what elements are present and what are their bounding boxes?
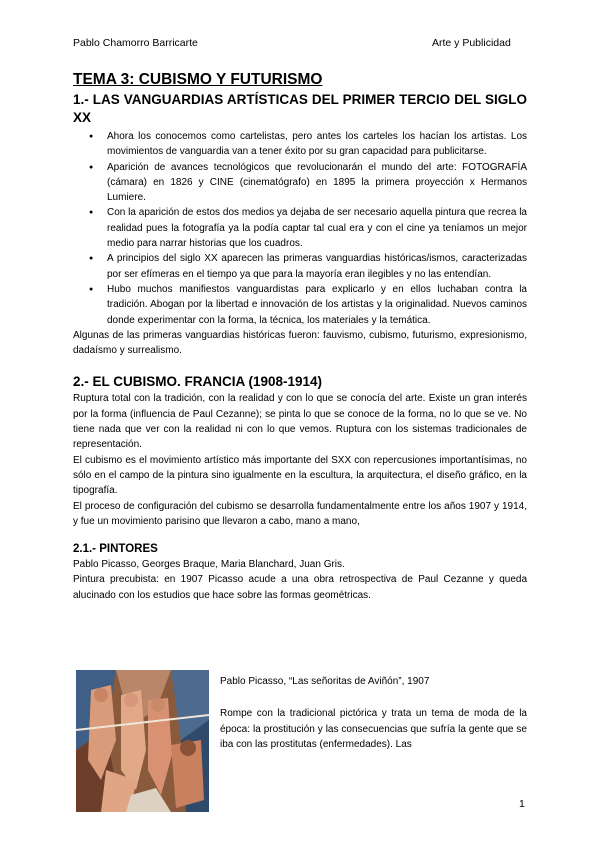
- section1-closing: Algunas de las primeras vanguardias históricas fueron: fauvismo, cubismo, futurismo, expresionismo, dadaísmo y surrealismo.: [73, 329, 527, 357]
- page-number: 1: [519, 798, 525, 810]
- page-content: [73, 70, 527, 750]
- section21-painters: Pablo Picasso, Georges Braque, Maria Blanchard, Juan Gris.: [73, 559, 345, 571]
- section2-paragraph-1: Ruptura total con la tradición, con la realidad y con lo que se conocía del arte. Existe un gran interés por la forma (influencia de Paul Cezanne); se pinta lo que se conoce de la forma, no lo que se ve. No tiene nada que ver con la realidad ni con lo que vemos. Ruptura con los sistemas tradicionales de representación.: [73, 393, 527, 451]
- section21-heading: 2.1.- PINTORES: [73, 543, 158, 556]
- list-item: ● Hubo muchos manifiestos vanguardistas para explicarlo y en ellos luchaban contra la tradición. Abogan por la libertad e innovación de los artistas y la originalidad. Nuevos caminos donde experimentar con la forma, la técnica, los materiales y la temática.: [107, 282, 527, 328]
- figure-text-block: [220, 674, 527, 752]
- section2-heading: 2.- EL CUBISMO. FRANCIA (1908-1914): [73, 374, 323, 390]
- header-subject: Arte y Publicidad: [432, 37, 511, 49]
- section2-paragraph-3: El proceso de configuración del cubismo se desarrolla fundamentalmente entre los años 1907 y 1914, y fue un movimiento parisino que llevaron a cabo, mano a mano,: [73, 500, 527, 527]
- list-item: ● Ahora los conocemos como cartelistas, pero antes los carteles los hacían los artistas. Los movimientos de vanguardia van a tener éxito por su gran capacidad para publicitarse.: [107, 129, 527, 160]
- section21-precubism: Pintura precubista: en 1907 Picasso acude a una obra retrospectiva de Paul Cezanne y queda alucinado con los estudios que hace sobre las formas geométricas.: [73, 574, 527, 601]
- section1-bullets: [73, 129, 527, 328]
- figure-caption: Pablo Picasso, “Las señoritas de Aviñón”, 1907: [220, 676, 430, 687]
- list-item: ● Con la aparición de estos dos medios ya dejaba de ser necesario aquella pintura que recrea la realidad pues la fotografía ya la podía captar tal cual era y con el cine ya teníamos un mejor medio para narrar historias que los cuadros.: [107, 205, 527, 251]
- figure-text: Rompe con la tradicional pictórica y trata un tema de moda de la época: la prostitución y las consecuencias que sufría la gente que se iba con las prostitutas (enfermedades). Las: [220, 708, 527, 750]
- document-title: TEMA 3: CUBISMO Y FUTURISMO: [73, 71, 323, 88]
- section1-heading: 1.- LAS VANGUARDIAS ARTÍSTICAS DEL PRIMER TERCIO DEL SIGLO XX: [73, 92, 527, 125]
- header-author: Pablo Chamorro Barricarte: [73, 37, 198, 49]
- painting-image: [76, 670, 209, 812]
- section2-paragraph-2: El cubismo es el movimiento artístico más importante del SXX con repercusiones importantísimas, no sólo en el campo de la pintura sino igualmente en la escultura, la arquitectura, el diseño gráfico, en la tipografía.: [73, 454, 527, 497]
- list-item: ● A principios del siglo XX aparecen las primeras vanguardias históricas/ismos, caracterizadas por ser efímeras en el tiempo ya que para la mayoría eran ilegibles y no las entendían.: [107, 251, 527, 282]
- list-item: ● Aparición de avances tecnológicos que revolucionarán el mundo del arte: FOTOGRAFÍA (cámara) en 1826 y CINE (cinematógrafo) en 1895 la primera proyección x Hermanos Lumiere.: [107, 160, 527, 206]
